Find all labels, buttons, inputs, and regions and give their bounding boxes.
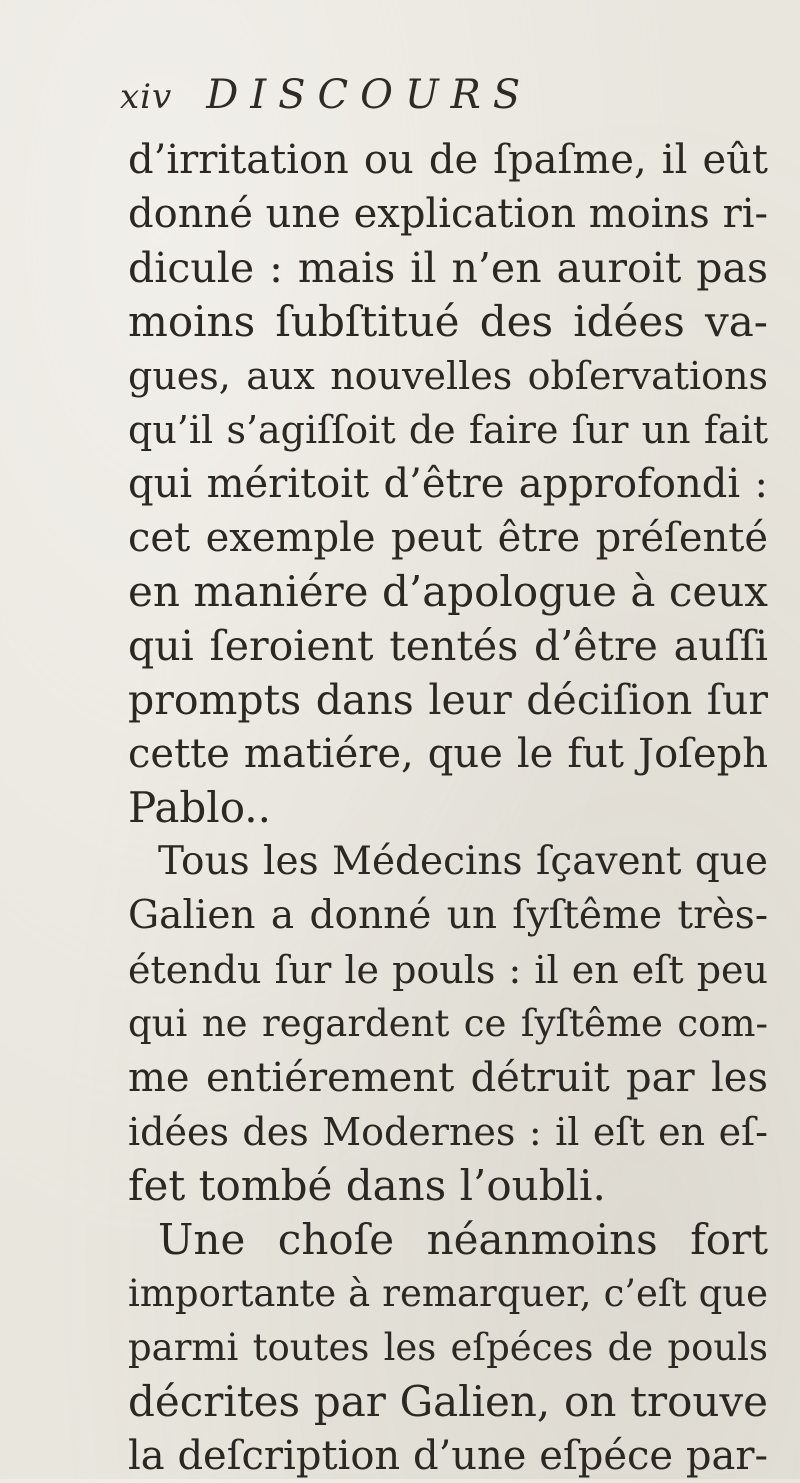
text-line: Pablo.. [128, 783, 271, 832]
text-line: parmi toutes les eſpéces de pouls [128, 1326, 768, 1369]
body-text [128, 133, 768, 1483]
running-title: DISCOURS [206, 72, 533, 118]
text-line: cet exemple peut être préſenté [128, 515, 768, 561]
text-line: étendu ſur le pouls : il en eſt peu [128, 948, 768, 992]
text-line: d’irritation ou de ſpaſme, il eût [128, 137, 768, 183]
text-line: prompts dans leur déciſion ſur [128, 676, 768, 724]
text-line: qu’il s’agiſſoit de faire ſur un fait [128, 408, 768, 452]
text-line: la deſcription d’une eſpéce par- [128, 1433, 768, 1479]
page-header [120, 72, 720, 132]
text-line: idées des Modernes : il eſt en eſ- [128, 1110, 768, 1154]
text-line: qui méritoit d’être approfondi : [128, 461, 768, 507]
text-line: fet tombé dans l’oubli. [128, 1161, 606, 1210]
text-line: gues, aux nouvelles obſervations [128, 354, 768, 398]
text-line: en maniére d’apologue à ceux [128, 567, 768, 616]
text-line: Galien a donné un ſyſtême très- [128, 893, 768, 938]
text-line: dicule : mais il n’en auroit pas [128, 244, 768, 292]
text-line: décrites par Galien, on trouve [128, 1377, 768, 1426]
text-line: donné une explication moins ri- [128, 191, 768, 237]
text-line: importante à remarquer, c’eſt que [128, 1272, 768, 1315]
text-line: cette matiére, que le fut Joſeph [128, 731, 768, 777]
text-line: qui ſeroient tentés d’être auſſi [128, 622, 768, 670]
text-line: me entiérement détruit par les [128, 1055, 768, 1101]
text-line: moins ſubſtitué des idées va- [128, 297, 768, 346]
paragraph-start-line: Tous les Médecins ſçavent que [158, 839, 768, 884]
paragraph-start-line: Une choſe néanmoins fort [158, 1215, 768, 1264]
text-line: qui ne regardent ce ſyſtême com- [128, 1002, 768, 1045]
page-number: xiv [120, 77, 173, 117]
